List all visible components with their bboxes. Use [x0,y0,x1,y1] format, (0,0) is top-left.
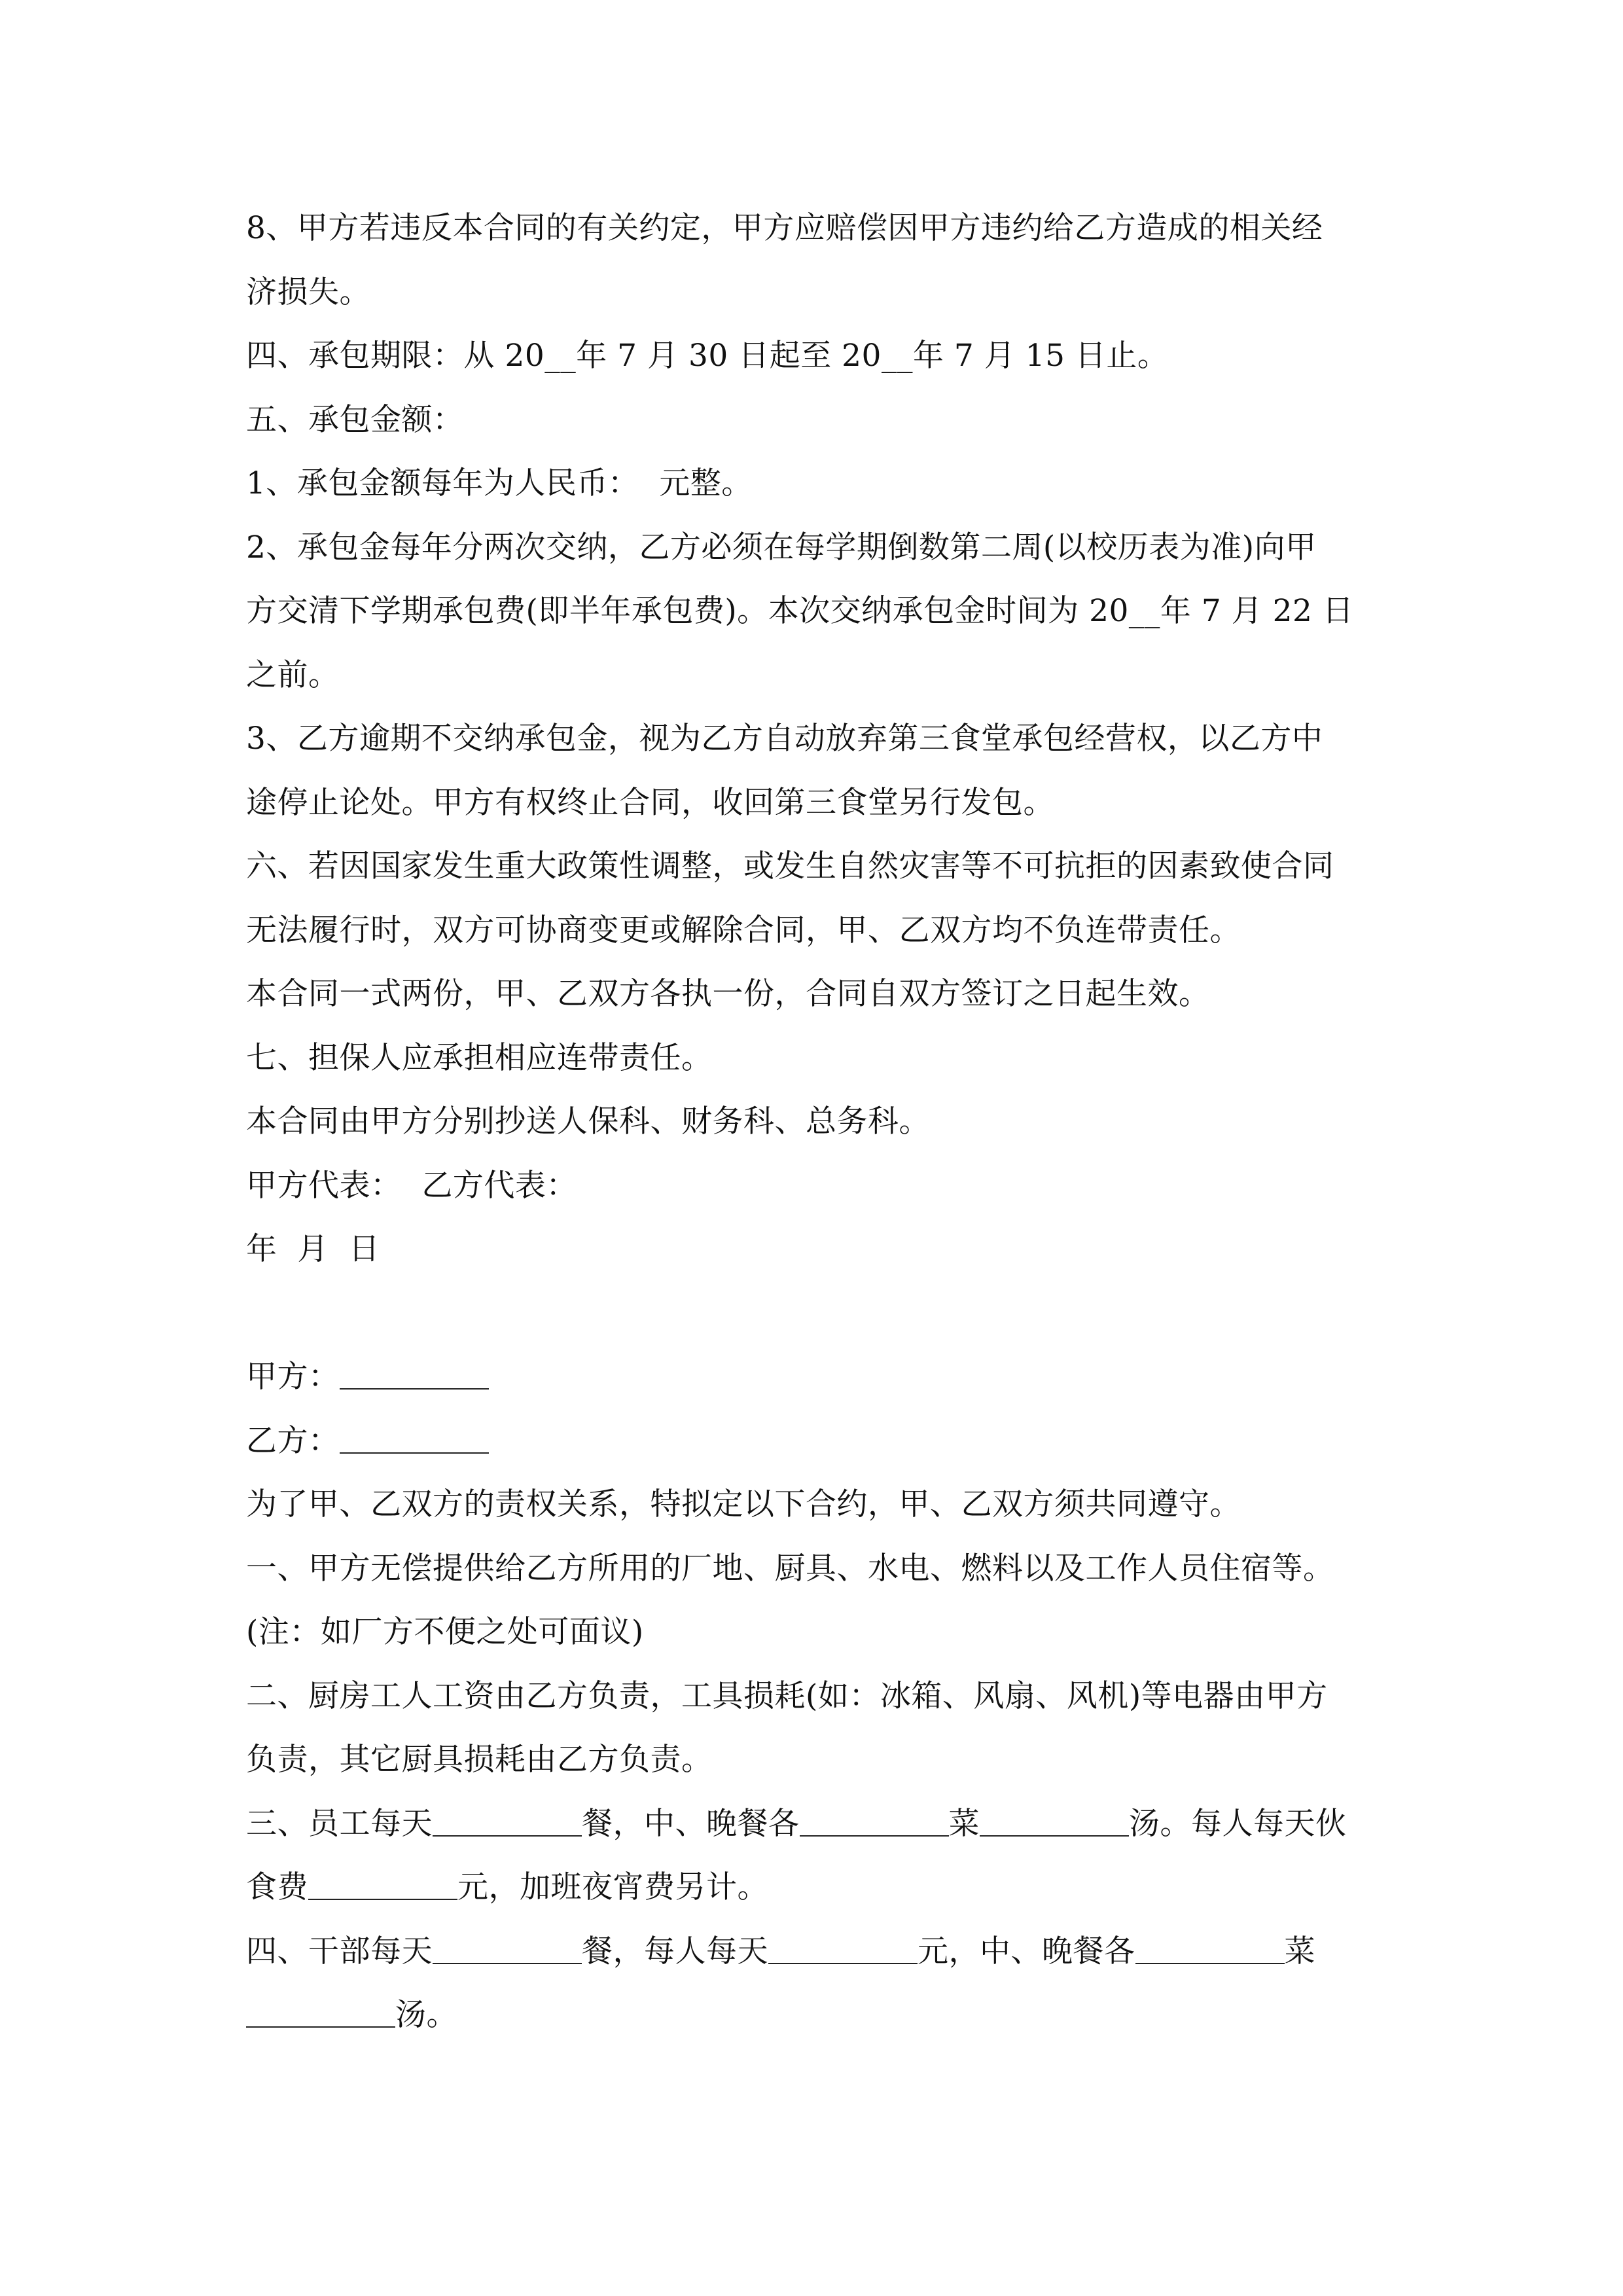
party-a-label: 甲方： [246,1359,340,1395]
amount-item-2-line-2: 方交清下学期承包费(即半年承包费)。本次交纳承包金时间为 20__年 7 月 22 日 [246,593,1354,629]
cadre-meals-blank[interactable] [433,1937,582,1964]
cadre-soup-blank[interactable] [246,2000,395,2028]
amount-item-1: 1、承包金额每年为人民币： 元整。 [246,465,753,501]
clause-3-line-1 [246,1792,1385,1856]
clause-3-text-b: 餐，中、晚餐各 [582,1805,800,1842]
party-a-blank[interactable] [340,1362,489,1390]
date-line: 年 月 日 [246,1231,380,1267]
contract-amount-heading: 五、承包金额： [246,401,464,438]
clause-4-line-1 [246,1920,1385,1984]
clause-4-line-2 [246,1983,1385,2047]
representatives-line: 甲方代表： 乙方代表： [246,1167,577,1204]
staff-meals-blank[interactable] [433,1809,582,1837]
staff-soup-blank[interactable] [980,1809,1129,1837]
party-b-label: 乙方： [246,1422,340,1459]
clause-4-text-e: 汤。 [395,1997,457,2033]
clause-3-text-e: 食费 [246,1869,308,1905]
cadre-dishes-blank[interactable] [1135,1937,1285,1964]
clause-4-text-d: 菜 [1284,1933,1315,1969]
distribution-clause: 本合同由甲方分别抄送人保科、财务科、总务科。 [246,1103,930,1139]
section-spacer [246,1282,1385,1346]
staff-meal-fee-blank[interactable] [308,1873,457,1900]
amount-item-2-line-1: 2、承包金每年分两次交纳，乙方必须在每学期倒数第二周(以校历表为准)向甲 [246,529,1317,565]
party-b-line [246,1409,1385,1473]
copies-clause: 本合同一式两份，甲、乙双方各执一份，合同自双方签订之日起生效。 [246,976,1210,1012]
amount-item-2-line-3: 之前。 [246,656,340,693]
clause-4-text-a: 四、干部每天 [246,1933,433,1969]
force-majeure-line-1: 六、若因国家发生重大政策性调整，或发生自然灾害等不可抗拒的因素致使合同 [246,848,1334,884]
clause-3-text-f: 元，加班夜宵费另计。 [457,1869,768,1905]
staff-dishes-blank[interactable] [800,1809,949,1837]
clause-8-line-2: 济损失。 [246,274,370,310]
cadre-fee-blank[interactable] [768,1937,918,1964]
clause-2-line-2: 负责，其它厨具损耗由乙方负责。 [246,1742,713,1778]
clause-1-note: (注：如厂方不便之处可面议) [246,1614,644,1650]
amount-item-3-line-2: 途停止论处。甲方有权终止合同，收回第三食堂另行发包。 [246,784,1054,821]
clause-3-text-d: 汤。每人每天伙 [1129,1805,1347,1842]
force-majeure-line-2: 无法履行时，双方可协商变更或解除合同，甲、乙双方均不负连带责任。 [246,912,1241,948]
clause-3-line-2 [246,1856,1385,1920]
clause-2-line-1: 二、厨房工人工资由乙方负责，工具损耗(如：冰箱、风扇、风机)等电器由甲方 [246,1677,1328,1714]
contract-body [246,196,1385,2047]
clause-3-text-c: 菜 [948,1805,980,1842]
contract-term: 四、承包期限：从 20__年 7 月 30 日起至 20__年 7 月 15 日止。 [246,338,1169,374]
clause-3-text-a: 三、员工每天 [246,1805,433,1842]
party-a-line [246,1345,1385,1409]
party-b-blank[interactable] [340,1426,489,1454]
guarantor-clause: 七、担保人应承担相应连带责任。 [246,1039,713,1076]
clause-1-line-1: 一、甲方无偿提供给乙方所用的厂地、厨具、水电、燃料以及工作人员住宿等。 [246,1550,1334,1587]
agreement-intro: 为了甲、乙双方的责权关系，特拟定以下合约，甲、乙双方须共同遵守。 [246,1486,1241,1522]
clause-4-text-c: 元，中、晚餐各 [918,1933,1135,1969]
amount-item-3-line-1: 3、乙方逾期不交纳承包金，视为乙方自动放弃第三食堂承包经营权，以乙方中 [246,721,1323,757]
clause-8-line-1: 8、甲方若违反本合同的有关约定，甲方应赔偿因甲方违约给乙方造成的相关经 [246,210,1323,246]
clause-4-text-b: 餐，每人每天 [582,1933,768,1969]
